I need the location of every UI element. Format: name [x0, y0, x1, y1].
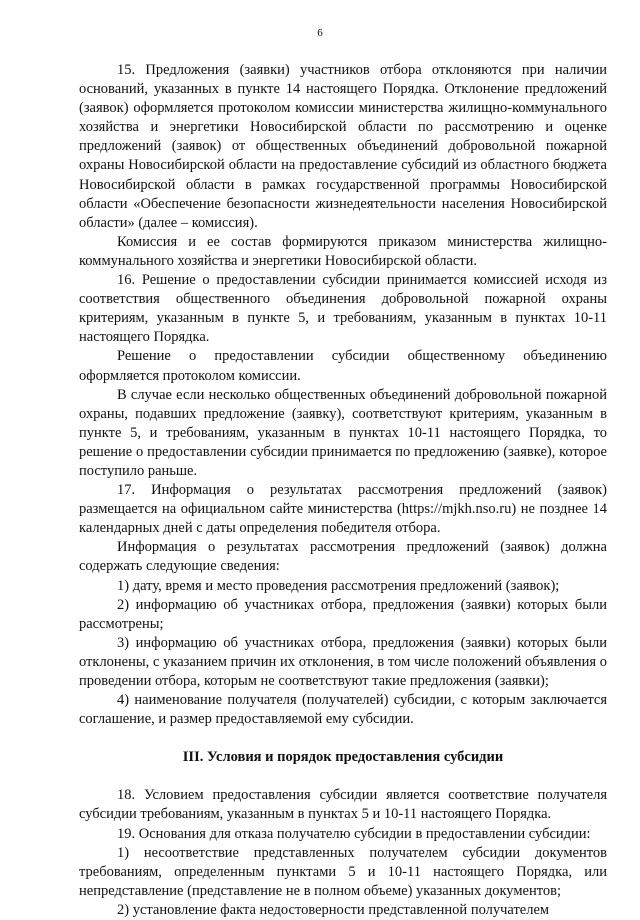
paragraph-multiple-applicants: В случае если несколько общественных объединений добровольной пожарной охраны, подавших предложение (заявку), соответствуют критериям, указанным в пункте 5, и требованиям, указанным в пунктах 10-11 настоящего Порядка, то решение о предоставлении субсидии принимается по предложению (заявке), которое поступило раньше. — [79, 386, 607, 479]
paragraph-decision: Решение о предоставлении субсидии общественному объединению оформляется протоколом комиссии. — [79, 348, 607, 384]
paragraph-19: 19. Основания для отказа получателю субсидии в предоставлении субсидии: — [117, 825, 591, 842]
list-item-4: 4) наименование получателя (получателей) субсидии, с которым заключается соглашение, и размер предоставляемой ему субсидии. — [79, 692, 607, 728]
refusal-item-1: 1) несоответствие представленных получателем субсидии документов требованиям, определенным пунктами 5 и 10-11 настоящего Порядка, или непредставление (представление не в полном объеме) указанных документов; — [79, 844, 607, 899]
list-item-2: 2) информацию об участниках отбора, предложения (заявки) которых были рассмотрены; — [79, 596, 607, 632]
refusal-item-2: 2) установление факта недостоверности представленной получателем — [117, 901, 550, 918]
paragraph-18: 18. Условием предоставления субсидии является соответствие получателя субсидии требованиям, указанным в пунктах 5 и 10-11 настоящего Порядка. — [79, 787, 607, 823]
paragraph-commission: Комиссия и ее состав формируются приказом министерства жилищно-коммунального хозяйства и энергетики Новосибирской области. — [79, 233, 607, 269]
paragraph-info-contents: Информация о результатах рассмотрения предложений (заявок) должна содержать следующие сведения: — [79, 539, 607, 575]
page-number: 6 — [317, 27, 323, 39]
paragraph-17: 17. Информация о результатах рассмотрения предложений (заявок) размещается на официальном сайте министерства (https://mjkh.nso.ru) не позднее 14 календарных дней с даты определения победителя отбора. — [79, 482, 607, 537]
document-body — [79, 61, 607, 920]
list-item-3: 3) информацию об участниках отбора, предложения (заявки) которых были отклонены, с указанием причин их отклонения, в том числе положений объявления о проведении отбора, которым не соответствуют такие предложения (заявки); — [79, 634, 607, 689]
section-heading: III. Условия и порядок предоставления субсидии — [182, 749, 504, 766]
paragraph-15: 15. Предложения (заявки) участников отбора отклоняются при наличии оснований, указанных в пункте 14 настоящего Порядка. Отклонение предложений (заявок) оформляется протоколом комиссии министерства жилищно-коммунального хозяйства и энергетики Новосибирской области по рассмотрению и оценке предложений (заявок) от общественных объединений добровольной пожарной охраны Новосибирской области на предоставление субсидий из областного бюджета Новосибирской области в рамках государственной программы Новосибирской области «Обеспечение безопасности жизнедеятельности населения Новосибирской области» (далее – комиссия). — [79, 62, 607, 231]
list-item-1: 1) дату, время и место проведения рассмотрения предложений (заявок); — [117, 577, 560, 594]
paragraph-16: 16. Решение о предоставлении субсидии принимается комиссией исходя из соответствия общественного объединения добровольной пожарной охраны критериям, указанным в пункте 5, и требованиям, указанным в пунктах 10-11 настоящего Порядка. — [79, 272, 607, 346]
